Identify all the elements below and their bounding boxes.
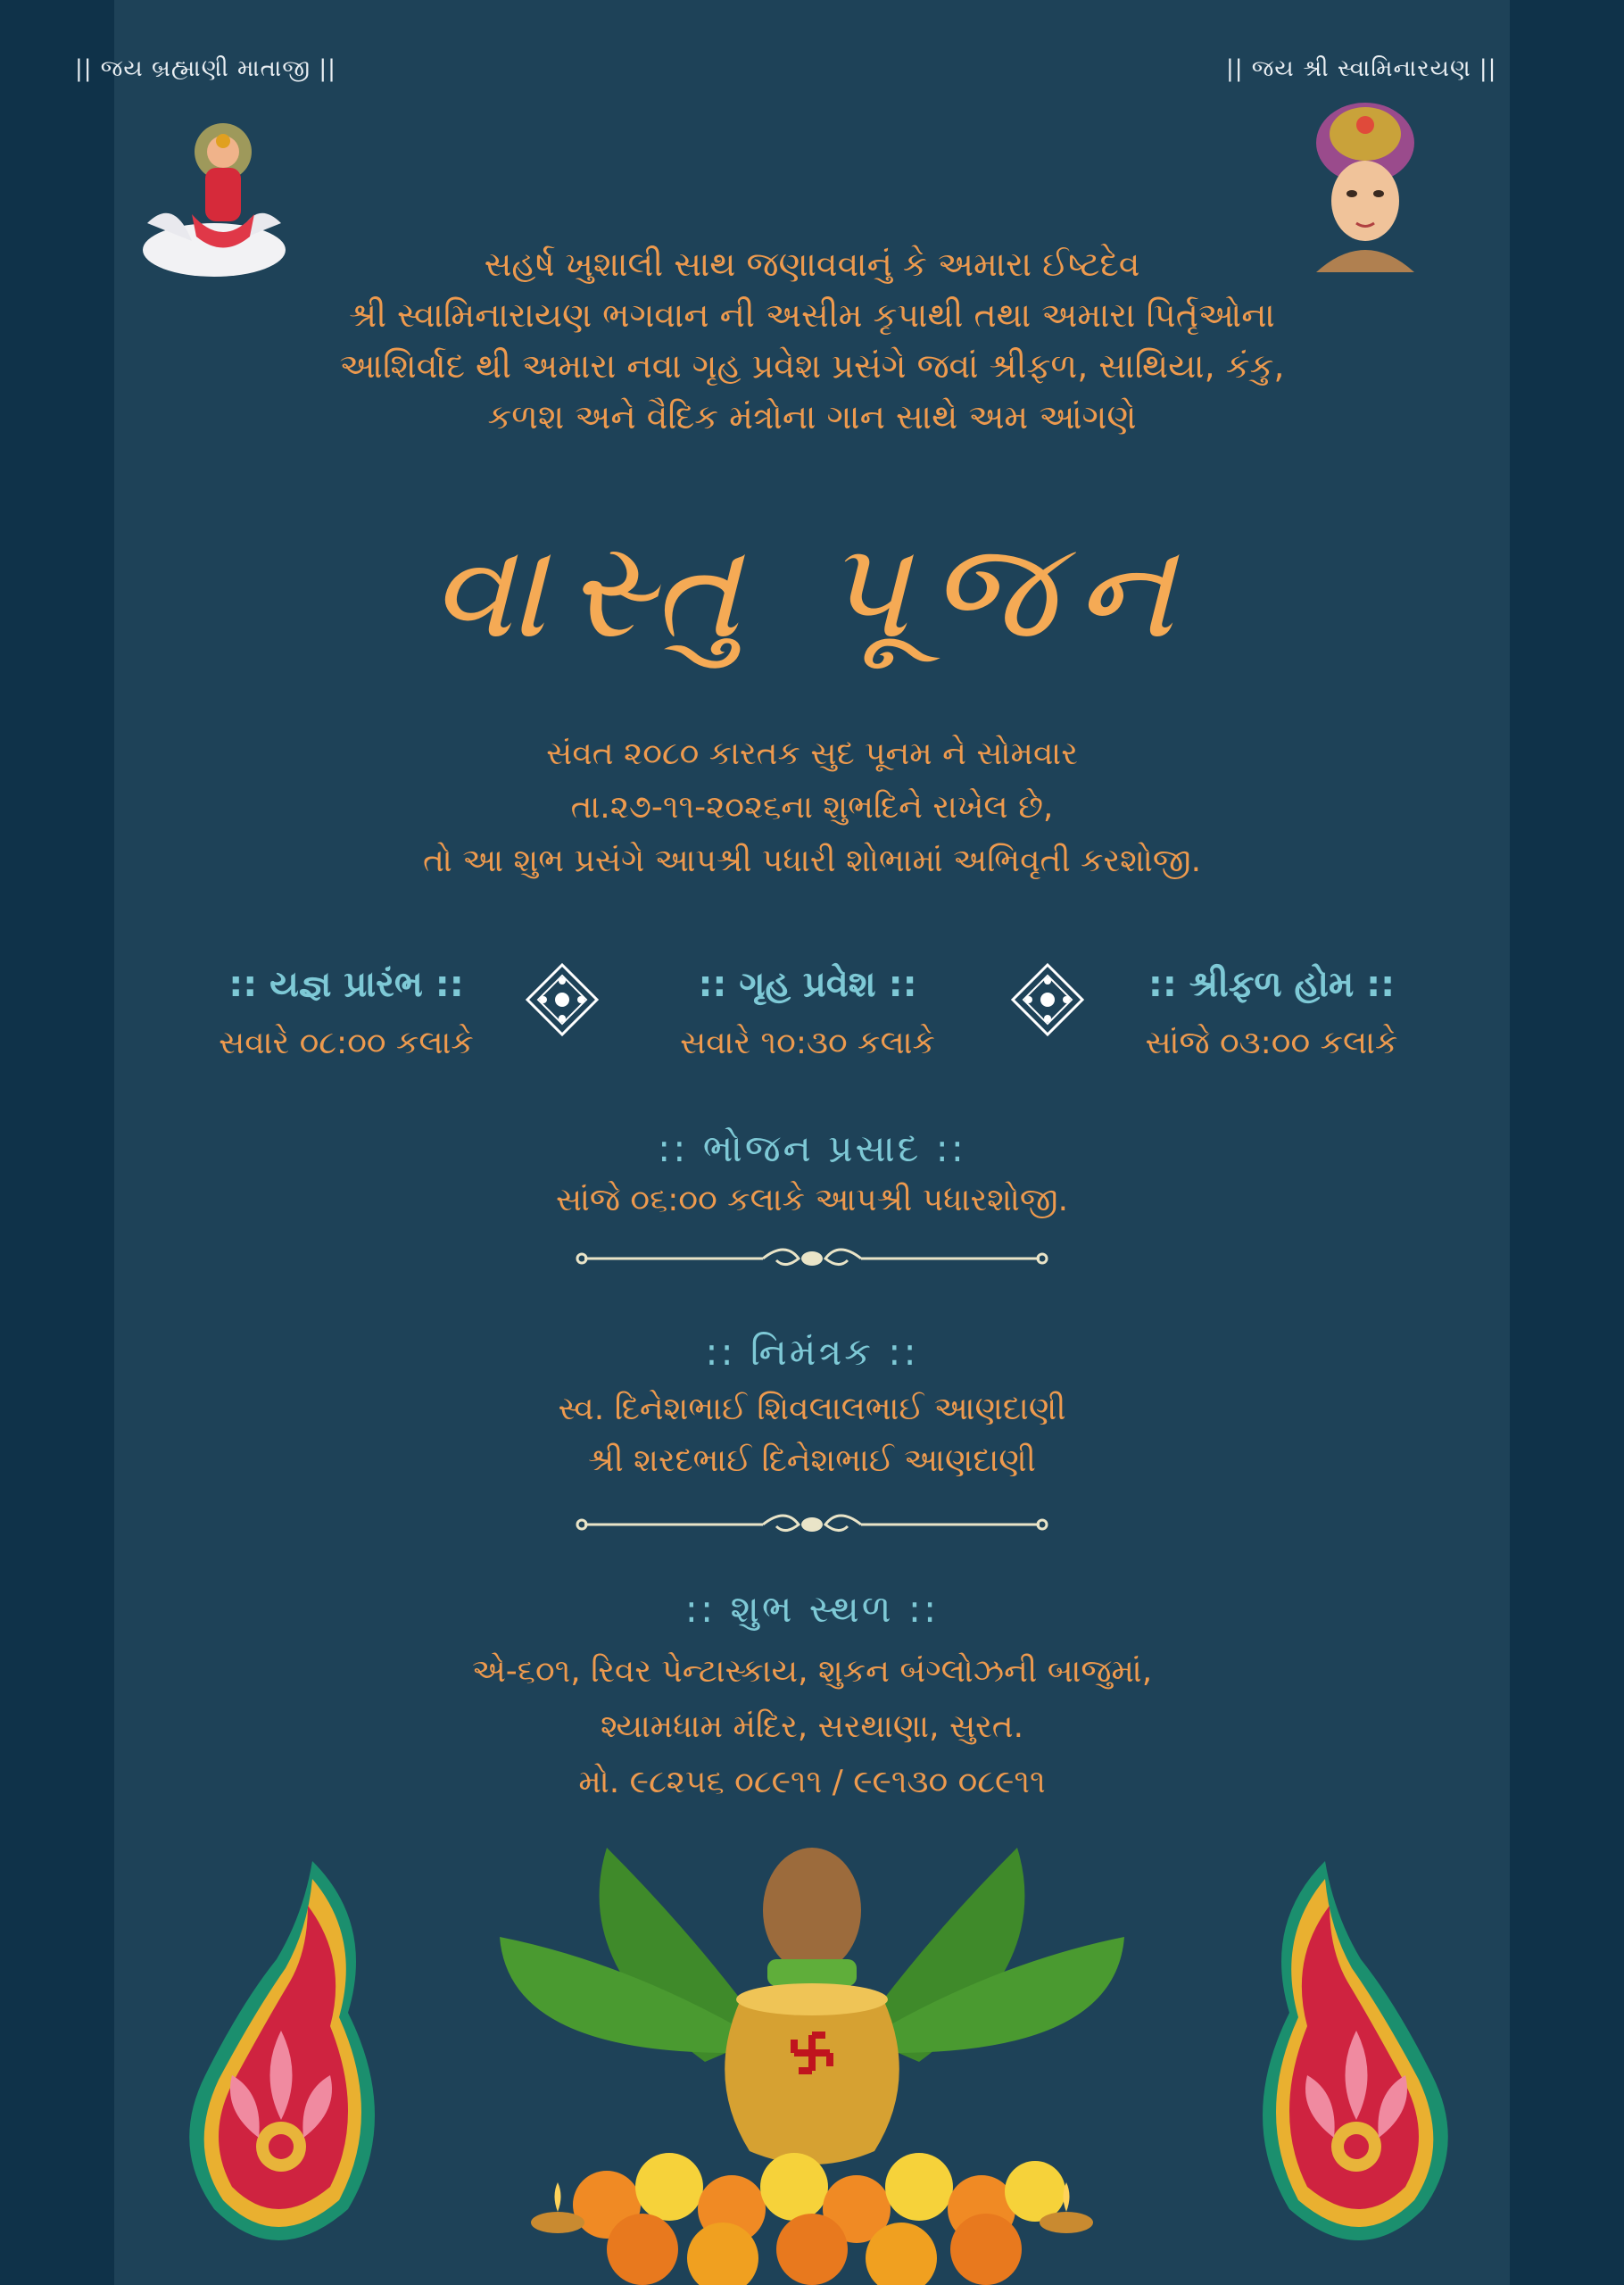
left-blessing: || જય બ્રહ્માણી માતાજી || <box>75 55 336 82</box>
intro-line-3: આશિર્વાદ થી અમારા નવા ગૃહ પ્રવેશ પ્રસંગે જવાં શ્રીફળ, સાથિયા, કંકુ, <box>339 346 1285 386</box>
bhojan-heading: :: ભોજન પ્રસાદ :: <box>658 1126 966 1170</box>
event-shreefal-hom <box>1040 964 1504 1062</box>
event-name: :: ગૃહ પ્રવેશ :: <box>698 964 917 1005</box>
paisley-left-icon <box>170 1852 375 2263</box>
nimantrak-heading: :: નિમંત્રક :: <box>705 1330 919 1374</box>
venue-heading: :: શુભ સ્થળ :: <box>684 1587 940 1631</box>
host-name-2: શ્રી શરદભાઈ દિનેશભાઈ આણદાણી <box>588 1442 1036 1479</box>
kalash-icon <box>500 1830 1124 2285</box>
diamond-ornament-icon <box>1009 961 1086 1038</box>
event-time: સવારે ૧૦:૩૦ કલાકે <box>680 1025 935 1061</box>
nimantrak-section <box>0 1330 1624 1487</box>
venue-section <box>0 1587 1624 1810</box>
bhojan-time: સાંજે ૦૬:૦૦ કલાકે આપશ્રી પધારશોજી. <box>555 1182 1069 1218</box>
intro-line-1: સહર્ષ ખુશાલી સાથ જણાવવાનું કે અમારા ઈષ્ટદેવ <box>484 245 1140 284</box>
event-time: સાંજે ૦૩:૦૦ કલાકે <box>1145 1025 1398 1061</box>
ornamental-divider <box>571 1507 1053 1542</box>
intro-line-2: શ્રી સ્વામિનારાયણ ભગવાન ની અસીમ કૃપાથી તથા અમારા પિર્તૃઓના <box>349 295 1275 335</box>
date-paragraph <box>0 727 1624 888</box>
date-line-3: તો આ શુભ પ્રસંગે આપશ્રી પધારી શોભામાં અભિવૃતી કરશોજી. <box>422 843 1202 879</box>
bhojan-section <box>0 1126 1624 1226</box>
date-line-2: તા.૨૭-૧૧-૨૦૨૬ના શુભદિને રાખેલ છે, <box>570 789 1054 826</box>
diamond-ornament-icon <box>524 961 601 1038</box>
right-blessing: || જય શ્રી સ્વામિનારયણ || <box>1226 55 1497 82</box>
venue-line-2: શ્યામધામ મંદિર, સરથાણા, સુરત. <box>600 1708 1024 1745</box>
ornamental-divider <box>571 1241 1053 1276</box>
intro-line-4: કળશ અને વૈદિક મંત્રોના ગાન સાથે અમ આંગણે <box>487 397 1137 436</box>
date-line-1: સંવત ૨૦૮૦ કારતક સુદ પૂનમ ને સોમવાર <box>546 735 1078 772</box>
event-grah-pravesh <box>576 964 1040 1062</box>
host-name-1: સ્વ. દિનેશભાઈ શિવલાલભાઈ આણદાણી <box>558 1391 1066 1427</box>
page-title: વાસ્તુ પૂજન <box>429 513 1195 669</box>
venue-phone: મો. ૯૮૨૫૬ ૦૮૯૧૧ / ૯૯૧૩૦ ૦૮૯૧૧ <box>578 1764 1046 1800</box>
event-name: :: શ્રીફળ હોમ :: <box>1148 964 1396 1005</box>
event-yagna <box>114 964 578 1062</box>
intro-paragraph <box>0 239 1624 443</box>
venue-line-1: એ-૬૦૧, રિવર પેન્ટાસ્કાય, શુકન બંગ્લોઝની બાજુમાં, <box>471 1653 1153 1690</box>
event-name: :: યજ્ઞ પ્રારંભ :: <box>228 964 464 1005</box>
paisley-right-icon <box>1263 1852 1468 2263</box>
event-time: સવારે ૦૮:૦૦ કલાકે <box>219 1025 474 1061</box>
